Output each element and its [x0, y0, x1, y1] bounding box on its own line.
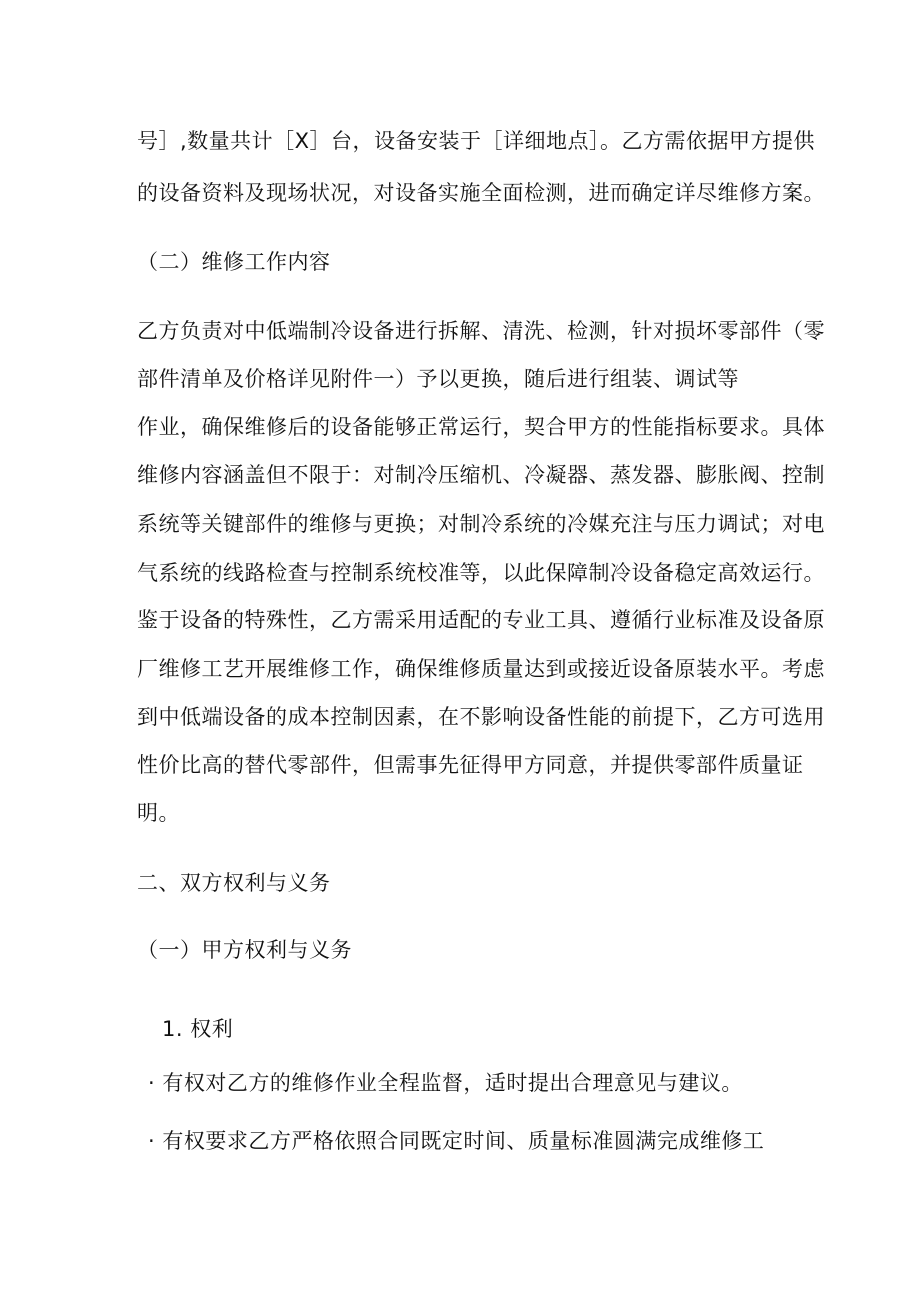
bullet-item-supervision: · 有权对乙方的维修作业全程监督，适时提出合理意见与建议。 — [148, 1071, 743, 1095]
paragraph-repair-line-9: 到中低端设备的成本控制因素，在不影响设备性能的前提下，乙方可选用 — [137, 705, 825, 729]
section-heading-repair-content: （二）维修工作内容 — [137, 250, 331, 274]
paragraph-repair-line-2: 部件清单及价格详见附件一）予以更换，随后进行组装、调试等 — [137, 367, 739, 391]
paragraph-intro-line-2: 的设备资料及现场状况，对设备实施全面检测，进而确定详尽维修方案。 — [137, 181, 825, 205]
bullet-item-completion: · 有权要求乙方严格依照合同既定时间、质量标准圆满完成维修工 — [148, 1129, 765, 1153]
paragraph-repair-line-6: 气系统的线路检查与控制系统校准等，以此保障制冷设备稳定高效运行。 — [137, 561, 825, 585]
subsection-heading-party-a: （一）甲方权利与义务 — [137, 938, 352, 962]
section-heading-rights-obligations: 二、双方权利与义务 — [137, 871, 331, 895]
paragraph-repair-line-10: 性价比高的替代零部件，但需事先征得甲方同意，并提供零部件质量证 — [137, 753, 804, 777]
paragraph-repair-line-1: 乙方负责对中低端制冷设备进行拆解、清洗、检测，针对损坏零部件（零 — [137, 319, 825, 343]
paragraph-repair-line-8: 厂维修工艺开展维修工作，确保维修质量达到或接近设备原装水平。考虑 — [137, 657, 825, 681]
paragraph-repair-line-7: 鉴于设备的特殊性，乙方需采用适配的专业工具、遵循行业标准及设备原 — [137, 608, 825, 632]
paragraph-repair-line-3: 作业，确保维修后的设备能够正常运行，契合甲方的性能指标要求。具体 — [137, 415, 825, 439]
paragraph-intro-line-1: 号］,数量共计［X］台，设备安装于［详细地点］。乙方需依据甲方提供 — [137, 129, 816, 153]
paragraph-repair-line-5: 系统等关键部件的维修与更换；对制冷系统的冷媒充注与压力调试；对电 — [137, 512, 825, 536]
paragraph-repair-line-11: 明。 — [137, 801, 180, 825]
item-heading-rights: 1. 权利 — [162, 1017, 234, 1041]
paragraph-repair-line-4: 维修内容涵盖但不限于：对制冷压缩机、冷凝器、蒸发器、膨胀阀、控制 — [137, 463, 825, 487]
